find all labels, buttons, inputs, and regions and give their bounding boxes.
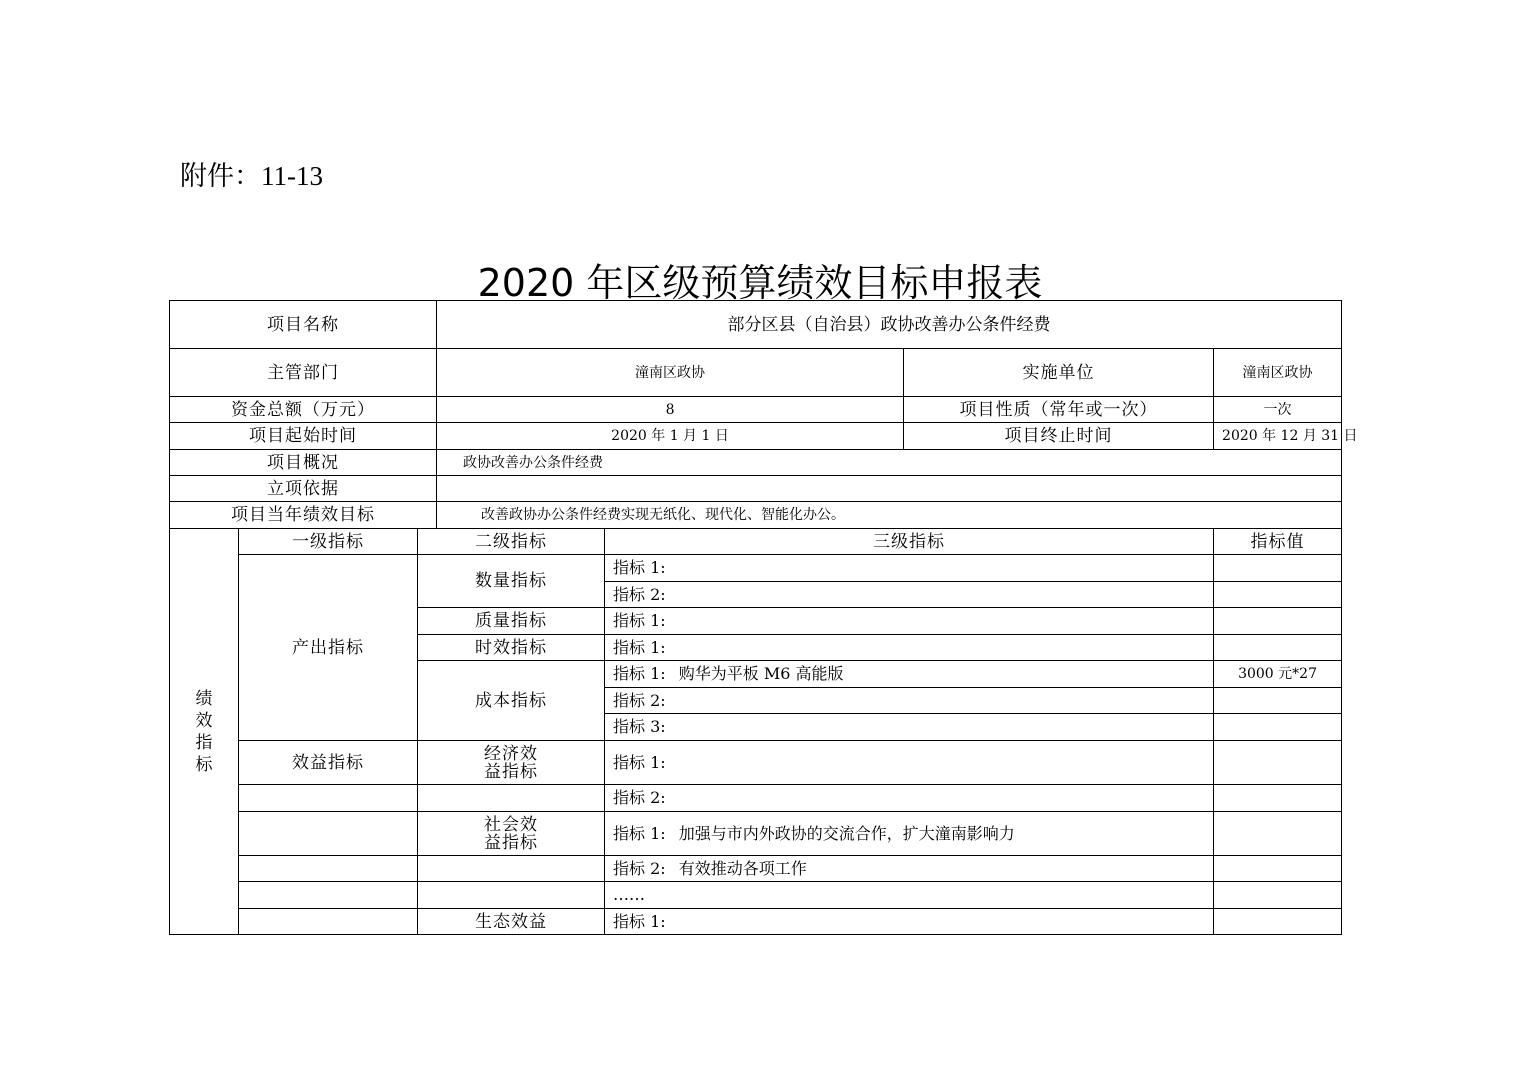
empty-cell (239, 856, 418, 882)
indicator-number: 指标 1: (613, 911, 666, 931)
table-row (170, 856, 1342, 882)
project-name-value: 部分区县（自治县）政协改善办公条件经费 (437, 301, 1342, 349)
cost-indicator-label: 成本指标 (418, 661, 605, 741)
empty-cell (239, 785, 418, 812)
col-value: 指标值 (1214, 529, 1342, 555)
indicator-number: 指标 1: (613, 664, 666, 683)
row-overview (170, 450, 1342, 476)
level3-cell (605, 582, 1214, 608)
row-goal (170, 502, 1342, 529)
benefit-indicator-label: 效益指标 (239, 741, 418, 785)
empty-cell (239, 909, 418, 935)
attachment-label (180, 154, 323, 193)
level3-cell (605, 661, 1214, 688)
table-row (170, 812, 1342, 856)
indicator-value (1214, 785, 1342, 812)
level3-cell (605, 635, 1214, 661)
level3-cell (605, 909, 1214, 935)
indicator-number: 指标 3: (613, 717, 666, 736)
project-name-label: 项目名称 (170, 301, 437, 349)
cost-indicator-value: 3000 元*27 (1214, 661, 1342, 688)
table-row (170, 882, 1342, 909)
quality-indicator-label: 质量指标 (418, 608, 605, 635)
fund-value: 8 (437, 397, 904, 423)
basis-label: 立项依据 (170, 476, 437, 502)
section-char: 绩 (195, 688, 213, 709)
social-indicator-text: 有效推动各项工作 (678, 858, 807, 878)
level3-cell (605, 856, 1214, 882)
empty-cell (418, 882, 605, 909)
ecological-benefit-label: 生态效益 (418, 909, 605, 935)
col-level3: 三级指标 (605, 529, 1214, 555)
row-department (170, 349, 1342, 397)
level3-cell (605, 741, 1214, 785)
indicator-value (1214, 608, 1342, 635)
row-indicator-header (170, 529, 1342, 555)
nature-value: 一次 (1214, 397, 1342, 423)
output-indicator-label: 产出指标 (239, 555, 418, 741)
indicator-value (1214, 812, 1342, 856)
level3-cell (605, 812, 1214, 856)
social-indicator-text: 加强与市内外政协的交流合作，扩大潼南影响力 (678, 823, 1015, 843)
indicator-value (1214, 909, 1342, 935)
goal-value: 改善政协办公条件经费实现无纸化、现代化、智能化办公。 (437, 502, 1342, 529)
table-row (170, 785, 1342, 812)
indicator-number: 指标 2: (613, 788, 666, 807)
nature-label: 项目性质（常年或一次） (904, 397, 1214, 423)
level3-cell (605, 608, 1214, 635)
section-char: 效 (195, 710, 213, 731)
section-char: 标 (195, 754, 213, 775)
basis-value (437, 476, 1342, 502)
cost-indicator-text: 购华为平板 M6 高能版 (678, 664, 844, 683)
goal-label: 项目当年绩效目标 (170, 502, 437, 529)
indicator-number: 指标 2: (613, 690, 666, 710)
indicator-value (1214, 714, 1342, 741)
indicator-value (1214, 856, 1342, 882)
row-project-name (170, 301, 1342, 349)
attachment-prefix: 附件： (180, 161, 261, 192)
start-value: 2020 年 1 月 1 日 (437, 423, 904, 450)
overview-label: 项目概况 (170, 450, 437, 476)
ellipsis-cell: …… (605, 882, 1214, 909)
col-level2: 二级指标 (418, 529, 605, 555)
social-benefit-label: 社会效益指标 (418, 812, 605, 856)
quantity-indicator-label: 数量指标 (418, 555, 605, 608)
level3-cell (605, 555, 1214, 582)
start-label: 项目起始时间 (170, 423, 437, 450)
level3-cell (605, 688, 1214, 714)
timeliness-indicator-label: 时效指标 (418, 635, 605, 661)
empty-cell (239, 812, 418, 856)
table-row (170, 555, 1342, 582)
dept-label: 主管部门 (170, 349, 437, 397)
level3-cell (605, 714, 1214, 741)
indicator-value (1214, 635, 1342, 661)
indicator-number: 指标 2: (613, 858, 666, 878)
level3-cell (605, 785, 1214, 812)
indicator-value (1214, 688, 1342, 714)
table-row (170, 741, 1342, 785)
economic-benefit-label: 经济效益指标 (418, 741, 605, 785)
indicator-value (1214, 882, 1342, 909)
overview-value: 政协改善办公条件经费 (437, 450, 1342, 476)
impl-value: 潼南区政协 (1214, 349, 1342, 397)
end-label: 项目终止时间 (904, 423, 1214, 450)
row-dates (170, 423, 1342, 450)
row-basis (170, 476, 1342, 502)
indicator-number: 指标 1: (613, 558, 666, 577)
impl-label: 实施单位 (904, 349, 1214, 397)
indicator-number: 指标 1: (613, 752, 666, 772)
indicator-number: 指标 1: (613, 637, 666, 657)
indicator-value (1214, 582, 1342, 608)
section-char: 指 (195, 732, 213, 753)
fund-label: 资金总额（万元） (170, 397, 437, 423)
performance-indicator-section (170, 529, 239, 935)
indicator-number: 指标 1: (613, 823, 666, 843)
indicator-number: 指标 1: (613, 611, 666, 630)
empty-cell (418, 785, 605, 812)
indicator-value (1214, 555, 1342, 582)
table-row (170, 909, 1342, 935)
page-title: 2020 年区级预算绩效目标申报表 (477, 261, 1043, 305)
end-value: 2020 年 12 月 31 日 (1214, 423, 1342, 450)
indicator-value (1214, 741, 1342, 785)
empty-cell (239, 882, 418, 909)
dept-value: 潼南区政协 (437, 349, 904, 397)
budget-performance-table (169, 300, 1358, 935)
empty-cell (418, 856, 605, 882)
col-level1: 一级指标 (239, 529, 418, 555)
row-fund (170, 397, 1342, 423)
attachment-number: 11-13 (261, 161, 323, 191)
indicator-number: 指标 2: (613, 584, 666, 604)
